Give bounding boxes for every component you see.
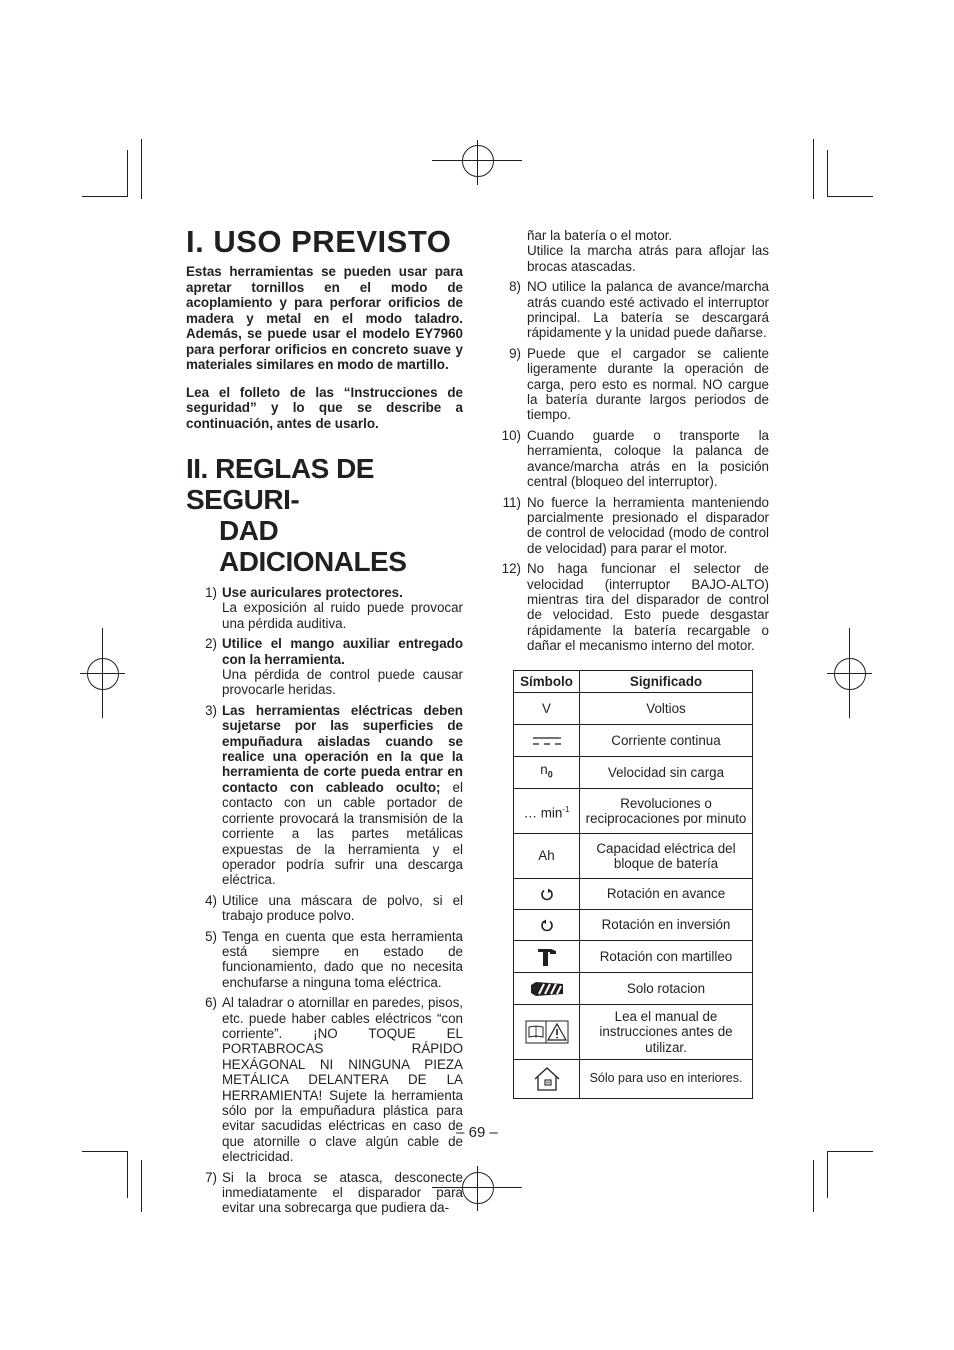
- section-title-reglas: [186, 453, 463, 577]
- table-row: [514, 725, 753, 757]
- list-item: [186, 893, 463, 924]
- item-number: 11): [502, 494, 521, 510]
- item-text: Una pérdida de control puede causar provocarle heridas.: [222, 667, 463, 698]
- forward-rotation-icon: [540, 888, 554, 902]
- table-row: [514, 973, 753, 1005]
- section-title-line: DAD ADICIONALES: [219, 515, 407, 577]
- crop-mark: [141, 1160, 142, 1212]
- symbol-cell: [514, 1005, 580, 1060]
- meaning-cell: Rotación con martilleo: [580, 941, 753, 973]
- symbol-text: … min: [523, 804, 563, 820]
- crop-mark: [827, 1151, 828, 1198]
- table-row: [514, 789, 753, 834]
- meaning-cell: Lea el manual de instrucciones antes de utilizar.: [580, 1005, 753, 1060]
- item-number: 5): [205, 928, 217, 944]
- table-header-row: [514, 671, 753, 693]
- item-text: Tenga en cuenta que esta herramienta está siempre en estado de funcionamiento, dado que no necesita enchufarse a ninguna toma eléctrica.: [222, 928, 463, 990]
- symbol-cell: [514, 910, 580, 941]
- list-item: [186, 929, 463, 991]
- indoor-use-icon: [533, 1066, 561, 1092]
- crop-mark: [82, 1151, 128, 1152]
- item-text: No haga funcionar el selector de velocidad (interruptor BAJO-ALTO) mientras tira del disparador de control de velocidad. Esto puede desgastar rápidamente la batería recargable o dañar el mecanismo interno del motor.: [527, 561, 769, 654]
- crop-mark: [141, 139, 142, 199]
- crop-mark: [827, 150, 828, 197]
- safety-rules-list: [186, 585, 463, 1216]
- dc-icon: [532, 736, 562, 746]
- list-item: [186, 1170, 463, 1216]
- symbol-cell: Ah: [514, 834, 580, 879]
- page-number: – 69 –: [456, 1124, 498, 1141]
- symbol-cell: [514, 789, 580, 834]
- item-heading: Utilice el mango auxiliar entregado con la herramienta.: [222, 636, 463, 667]
- meaning-cell: Rotación en avance: [580, 879, 753, 910]
- item-number: 8): [509, 279, 521, 295]
- table-row: [514, 1005, 753, 1060]
- symbol-cell: V: [514, 693, 580, 725]
- registration-target: [834, 658, 866, 690]
- item-text: Al taladrar o atornillar en paredes, pisos, etc. puede haber cables eléctricos “con corriente”. ¡NO TOQUE EL PORTABROCAS RÁPIDO HEXÁGONAL NI NINGUNA PIEZA METÁLICA DELANTERA DE LA HERRAMIENTA! Sujete la herramienta sólo por la empuñadura plástica para evitar sacudidas eléctricas en caso de que atornille o clave algún cable de electricidad.: [222, 995, 463, 1165]
- symbol-subscript: 0: [547, 769, 553, 780]
- right-column: [499, 228, 769, 659]
- symbol-cell: [514, 1060, 580, 1099]
- item-number: 1): [205, 585, 217, 600]
- meaning-cell: Velocidad sin carga: [580, 757, 753, 789]
- intro-paragraph: Estas herramientas se pueden usar para apretar tornillos en el modo de acoplamiento y para perforar orificios de madera y metal en el modo taladro. Además, se puede usar el modelo EY7960 para perforar orificios en concreto suave y materiales similares en modo de martillo.: [186, 264, 463, 372]
- safety-rules-list-continued: [499, 279, 769, 653]
- crop-mark: [813, 1160, 814, 1212]
- registration-target: [87, 658, 119, 690]
- item-text: Si la broca se atasca, desconecte inmediatamente el disparador para evitar una sobrecarga que pudiera da-: [222, 1169, 463, 1216]
- meaning-cell: Voltios: [580, 693, 753, 725]
- table-row: [514, 693, 753, 725]
- crop-mark: [127, 150, 128, 197]
- table-row: [514, 834, 753, 879]
- item-text: No fuerce la herramienta manteniendo parcialmente presionado el disparador de control de velocidad (modo de control de velocidad) para parar el motor.: [527, 494, 769, 556]
- table-row: [514, 941, 753, 973]
- table-row: [514, 757, 753, 789]
- meaning-cell: Solo rotacion: [580, 973, 753, 1005]
- table-row: [514, 1060, 753, 1099]
- list-item: [499, 428, 769, 490]
- column-header: Significado: [580, 671, 753, 693]
- column-header: Símbolo: [514, 671, 580, 693]
- item-number: 10): [501, 427, 521, 443]
- left-column: [186, 224, 463, 1221]
- section-title-line: II. REGLAS DE SEGURI-: [186, 453, 374, 515]
- list-item: [186, 585, 463, 631]
- meaning-cell: Sólo para uso en interiores.: [580, 1060, 753, 1099]
- item-heading: Use auriculares protectores.: [222, 585, 403, 600]
- symbol-table: [513, 670, 753, 1099]
- crop-mark: [127, 1151, 128, 1198]
- item-text: La exposición al ruido puede provocar una pérdida auditiva.: [222, 600, 463, 631]
- symbol-cell: [514, 879, 580, 910]
- symbol-cell: [514, 941, 580, 973]
- symbol-superscript: -1: [562, 804, 570, 814]
- item-number: 6): [205, 995, 217, 1011]
- list-item: [186, 636, 463, 698]
- registration-target: [462, 145, 494, 177]
- list-item: [186, 703, 463, 888]
- item-continued-text: Utilice la marcha atrás para aflojar las brocas atascadas.: [527, 243, 769, 274]
- hammer-icon: [537, 947, 557, 967]
- manual-warning-icon: [525, 1020, 569, 1044]
- item-text: Cuando guarde o transporte la herramienta, coloque la palanca de avance/marcha atrás en la posición central (bloqueo del interruptor).: [527, 427, 769, 490]
- symbol-cell: [514, 757, 580, 789]
- table-row: [514, 879, 753, 910]
- item-text: Utilice una máscara de polvo, si el trabajo produce polvo.: [222, 892, 463, 924]
- intro-paragraph: Lea el folleto de las “Instrucciones de seguridad” y lo que se describe a continuación, antes de usarlo.: [186, 384, 463, 431]
- list-item: [499, 495, 769, 557]
- item-text: Puede que el cargador se caliente ligeramente durante la operación de carga, pero esto es normal. NO cargue la batería durante largos periodos de tiempo.: [527, 345, 769, 423]
- item-number: 4): [205, 892, 217, 908]
- symbol-cell: [514, 973, 580, 1005]
- crop-mark: [827, 1151, 873, 1152]
- item-number: 2): [205, 636, 217, 652]
- crop-mark: [827, 196, 873, 197]
- item-number: 9): [509, 345, 521, 361]
- list-item: [499, 346, 769, 423]
- meaning-cell: Corriente continua: [580, 725, 753, 757]
- item-text: el contacto con un cable portador de corriente provocará la transmisión de la corriente a las partes metálicas expuestas de la herramienta y el operador podría sufrir una descarga eléctrica.: [222, 779, 463, 888]
- crop-mark: [82, 196, 128, 197]
- item-number: 12): [501, 561, 521, 577]
- crop-mark: [813, 139, 814, 199]
- item-number: 3): [205, 702, 217, 718]
- symbol-text: n: [540, 761, 548, 777]
- drill-bit-icon: [530, 982, 564, 996]
- meaning-cell: Capacidad eléctrica del bloque de batería: [580, 834, 753, 879]
- registration-target: [462, 1172, 494, 1204]
- list-item: [499, 279, 769, 341]
- reverse-rotation-icon: [540, 919, 554, 933]
- item-text: NO utilice la palanca de avance/marcha atrás cuando esté activado el interruptor principal. La batería se descargará rápidamente y la unidad puede dañarse.: [527, 279, 769, 341]
- table-row: [514, 910, 753, 941]
- meaning-cell: Rotación en inversión: [580, 910, 753, 941]
- item-heading: Las herramientas eléctricas deben sujetarse por las superficies de empuñadura aisladas cuando se realice una operación en la que la herramienta de corte pueda entrar en contacto con cableado oculto;: [222, 702, 463, 795]
- list-item: [499, 561, 769, 653]
- section-title-uso-previsto: I. USO PREVISTO: [186, 224, 452, 259]
- item-number: 7): [205, 1169, 217, 1185]
- symbol-cell: [514, 725, 580, 757]
- meaning-cell: Revoluciones o reciprocaciones por minuto: [580, 789, 753, 834]
- item-continued-text: ñar la batería o el motor.: [527, 228, 673, 243]
